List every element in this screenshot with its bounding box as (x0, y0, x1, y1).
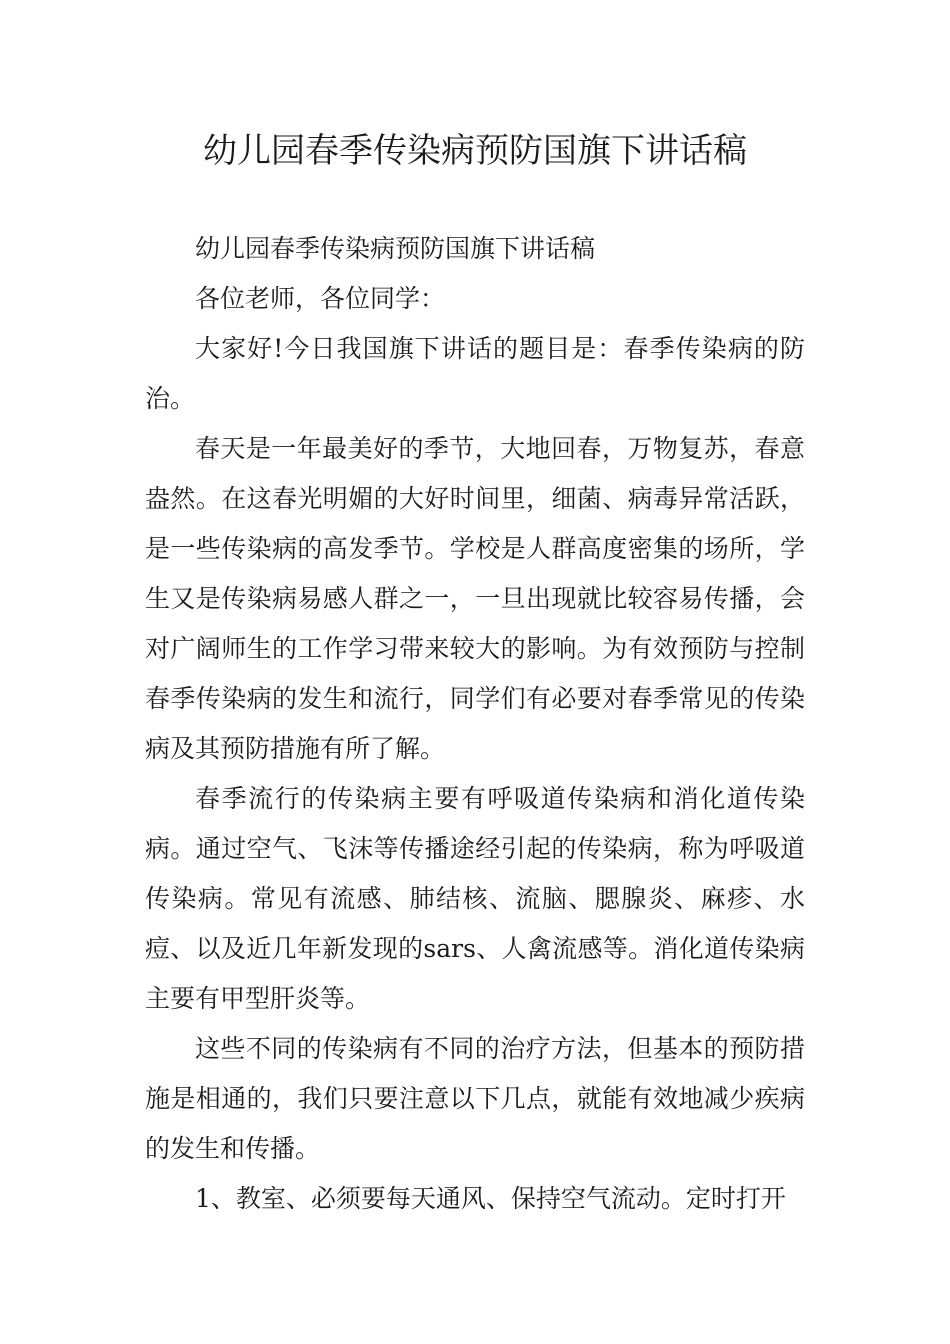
paragraph-subtitle: 幼儿园春季传染病预防国旗下讲话稿 (195, 234, 596, 263)
paragraph-item-1: 1、教室、必须要每天通风、保持空气流动。定时打开 (195, 1184, 786, 1213)
paragraph-prevention-intro: 这些不同的传染病有不同的治疗方法，但基本的预防措施是相通的，我们只要注意以下几点，就能有效地减少疾病的发生和传播。 (145, 1034, 805, 1163)
document-title: 幼儿园春季传染病预防国旗下讲话稿 (203, 131, 747, 171)
paragraph-greeting: 大家好!今日我国旗下讲话的题目是：春季传染病的防治。 (145, 334, 805, 413)
paragraph-disease-types: 春季流行的传染病主要有呼吸道传染病和消化道传染病。通过空气、飞沫等传播途经引起的传染病，称为呼吸道传染病。常见有流感、肺结核、流脑、腮腺炎、麻疹、水痘、以及近几年新发现的sars、人禽流感等。消化道传染病主要有甲型肝炎等。 (145, 784, 805, 1013)
document-body (145, 224, 805, 1224)
paragraph-salutation: 各位老师，各位同学： (195, 284, 446, 313)
paragraph-spring-intro: 春天是一年最美好的季节，大地回春，万物复苏，春意盎然。在这春光明媚的大好时间里，细菌、病毒异常活跃，是一些传染病的高发季节。学校是人群高度密集的场所，学生又是传染病易感人群之一，一旦出现就比较容易传播，会对广阔师生的工作学习带来较大的影响。为有效预防与控制春季传染病的发生和流行，同学们有必要对春季常见的传染病及其预防措施有所了解。 (145, 434, 805, 763)
